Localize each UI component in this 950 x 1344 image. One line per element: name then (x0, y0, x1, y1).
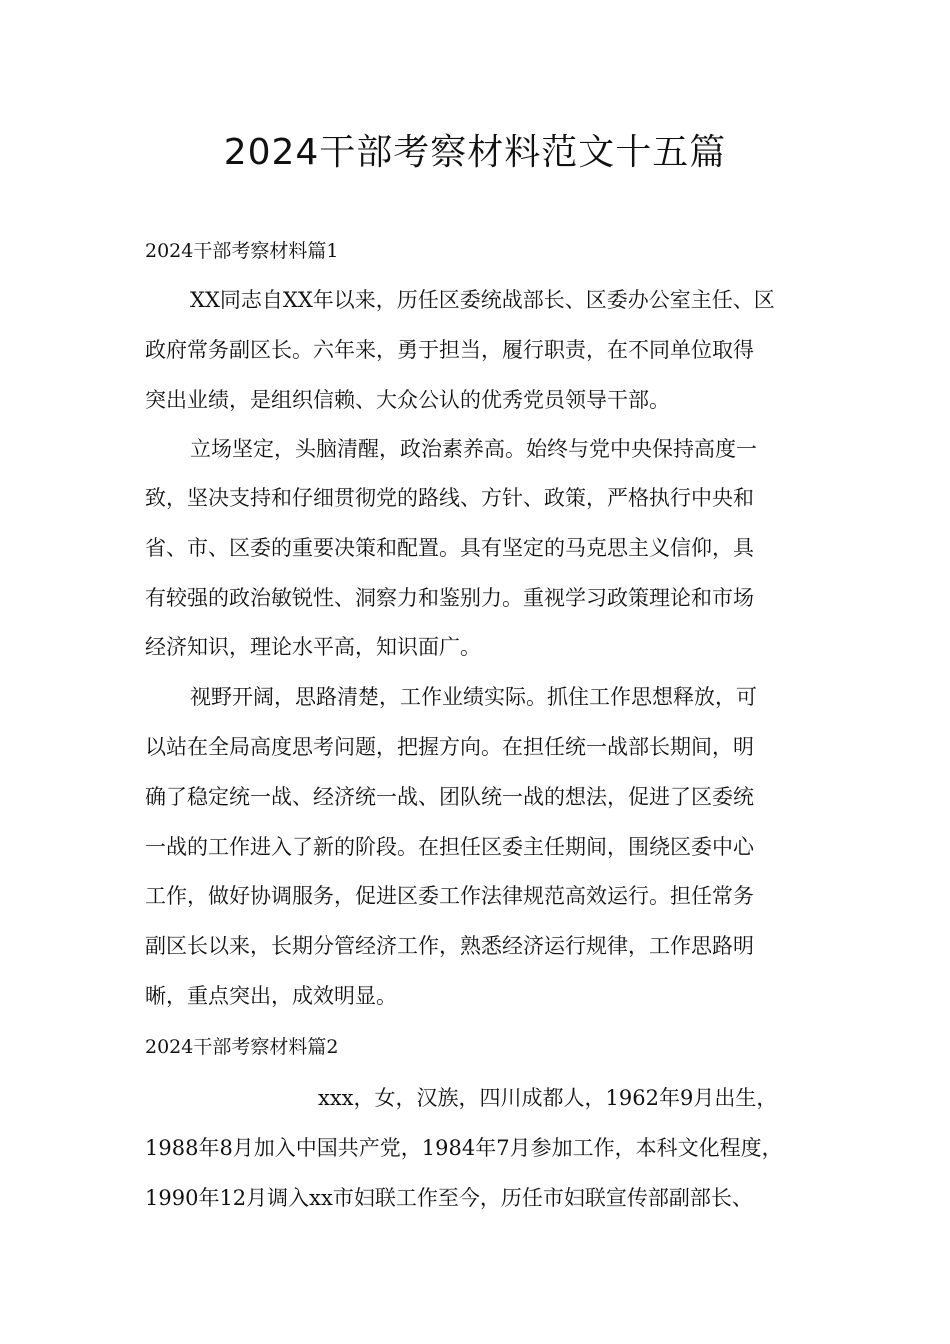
paragraph-line: 有较强的政治敏锐性、洞察力和鉴别力。重视学习政策理论和市场 (145, 586, 754, 610)
paragraph-line: 视野开阔，思路清楚，工作业绩实际。抓住工作思想释放，可 (190, 685, 757, 709)
paragraph-line: 以站在全局高度思考问题，把握方向。在担任统一战部长期间，明 (145, 735, 754, 759)
paragraph-line: 政府常务副区长。六年来，勇于担当，履行职责，在不同单位取得 (145, 338, 754, 362)
paragraph-line: 经济知识，理论水平高，知识面广。 (145, 635, 481, 659)
document-title: 2024干部考察材料范文十五篇 (223, 132, 727, 173)
paragraph-line: 1988年8月加入中国共产党，1984年7月参加工作，本科文化程度， (145, 1136, 783, 1160)
section-1-heading: 2024干部考察材料篇1 (145, 240, 339, 262)
paragraph-line: 工作，做好协调服务，促进区委工作法律规范高效运行。担任常务 (145, 884, 754, 908)
paragraph-line: 省、市、区委的重要决策和配置。具有坚定的马克思主义信仰，具 (145, 536, 754, 560)
paragraph-line: XX同志自XX年以来，历任区委统战部长、区委办公室主任、区 (190, 288, 775, 312)
paragraph-line: 1990年12月调入xx市妇联工作至今，历任市妇联宣传部副部长、 (145, 1186, 753, 1210)
paragraph-line: 致，坚决支持和仔细贯彻党的路线、方针、政策，严格执行中央和 (145, 486, 754, 510)
paragraph-line: 一战的工作进入了新的阶段。在担任区委主任期间，围绕区委中心 (145, 835, 754, 859)
paragraph-line: 突出业绩，是组织信赖、大众公认的优秀党员领导干部。 (145, 388, 670, 412)
paragraph-line: xxx，女，汉族，四川成都人，1962年9月出生， (318, 1086, 778, 1110)
paragraph-line: 副区长以来，长期分管经济工作，熟悉经济运行规律，工作思路明 (145, 934, 754, 958)
paragraph-line: 确了稳定统一战、经济统一战、团队统一战的想法，促进了区委统 (145, 785, 754, 809)
paragraph-line: 立场坚定，头脑清醒，政治素养高。始终与党中央保持高度一 (190, 437, 757, 461)
section-2-heading: 2024干部考察材料篇2 (145, 1036, 339, 1058)
paragraph-line: 晰，重点突出，成效明显。 (145, 984, 397, 1008)
